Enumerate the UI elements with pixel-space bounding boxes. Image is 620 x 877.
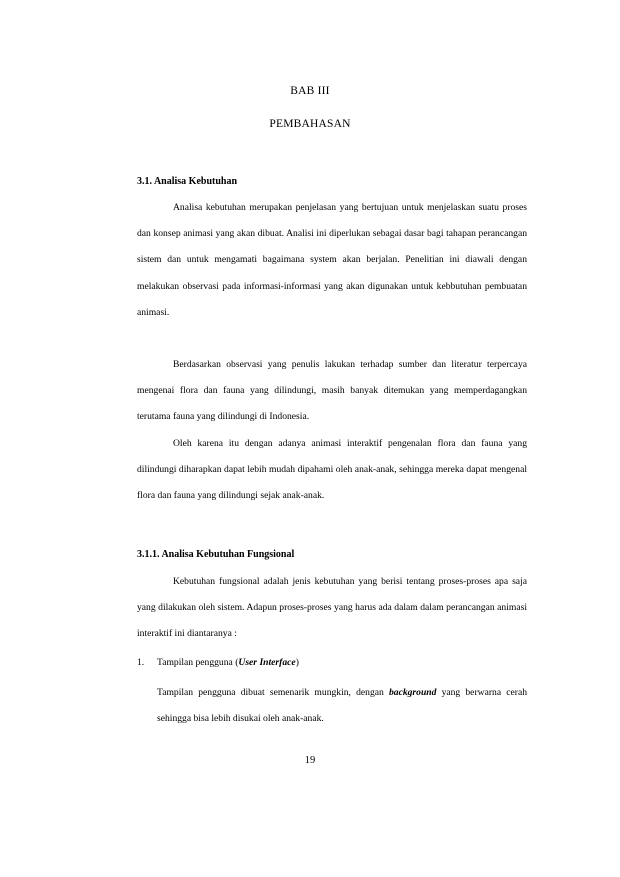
- paragraph-analisa-kebutuhan: Analisa kebutuhan merupakan penjelasan yang bertujuan untuk menjelaskan suatu proses dan konsep animasi yang akan dibuat. Analisi ini diperlukan sebagai dasar bagi tahapan perancangan sistem dan untuk mengamati bagaimana system akan berjalan. Penelitian ini diawali dengan melakukan observasi pada informasi-informasi yang akan digunakan untuk kebbutuhan pembuatan animasi.: [137, 202, 527, 318]
- paragraph-animasi-interaktif: Oleh karena itu dengan adanya animasi interaktif pengenalan flora dan fauna yang dilindungi diharapkan dapat lebih mudah dipahami oleh anak-anak, sehingga mereka dapat mengenal flora dan fauna yang dilindungi sejak anak-anak.: [137, 438, 527, 502]
- section-heading-3-1: 3.1. Analisa Kebutuhan: [137, 176, 238, 187]
- list-item-description: Tampilan pengguna dibuat semenarik mungkin, dengan background yang berwarna cerah sehingga bisa lebih disukai oleh anak-anak.: [157, 687, 527, 725]
- list-item-tampilan-pengguna: [137, 655, 299, 671]
- chapter-label: BAB III: [290, 85, 330, 97]
- paragraph-observasi: Berdasarkan observasi yang penulis lakukan terhadap sumber dan literatur terpercaya mengenai flora dan fauna yang dilindungi, masih banyak ditemukan yang memperdagangkan terutama fauna yang dilindungi di Indonesia.: [137, 359, 527, 423]
- chapter-title: PEMBAHASAN: [269, 118, 351, 130]
- list-item-label: Tampilan pengguna (User Interface): [157, 657, 299, 668]
- page-number: 19: [304, 755, 316, 766]
- list-number: 1.: [137, 657, 145, 668]
- section-heading-3-1-1: 3.1.1. Analisa Kebutuhan Fungsional: [137, 549, 295, 560]
- paragraph-kebutuhan-fungsional: Kebutuhan fungsional adalah jenis kebutuhan yang berisi tentang proses-proses apa saja yang dilakukan oleh sistem. Adapun proses-proses yang harus ada dalam dalam perancangan animasi interaktif ini diantaranya :: [137, 576, 527, 640]
